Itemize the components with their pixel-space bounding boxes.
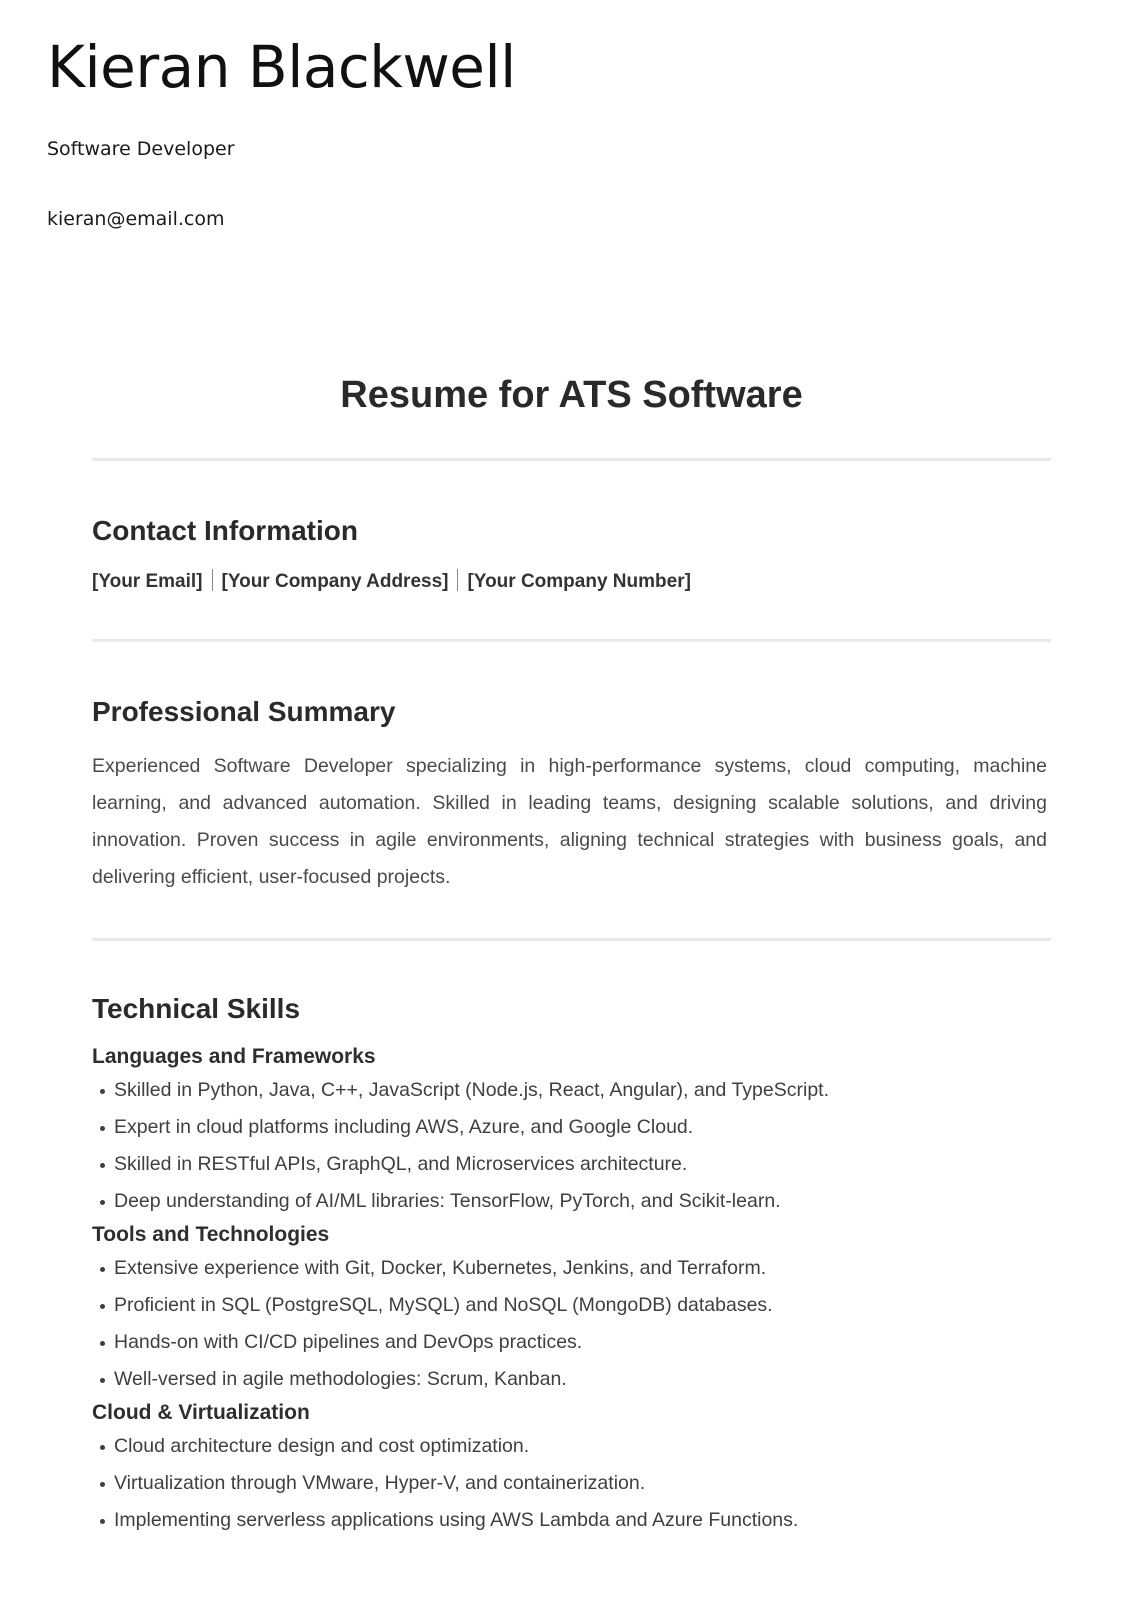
list-item: Skilled in RESTful APIs, GraphQL, and Microservices architecture. [92, 1146, 1051, 1183]
contact-separator [212, 569, 213, 591]
resume-document [92, 370, 1051, 1539]
candidate-name: Kieran Blackwell [47, 33, 516, 101]
summary-heading: Professional Summary [92, 696, 396, 727]
section-divider [92, 458, 1051, 461]
candidate-email: kieran@email.com [47, 208, 225, 230]
list-item: Proficient in SQL (PostgreSQL, MySQL) and NoSQL (MongoDB) databases. [92, 1287, 1051, 1324]
resume-header [47, 22, 516, 230]
contact-heading: Contact Information [92, 515, 358, 546]
skill-group-title: Tools and Technologies [92, 1223, 330, 1246]
list-item: Deep understanding of AI/ML libraries: TensorFlow, PyTorch, and Scikit-learn. [92, 1183, 1051, 1220]
contact-address: [Your Company Address] [221, 571, 449, 592]
list-item: Expert in cloud platforms including AWS, Azure, and Google Cloud. [92, 1109, 1051, 1146]
skill-group-title: Cloud & Virtualization [92, 1401, 310, 1424]
summary-text: Experienced Software Developer specializing in high-performance systems, cloud computing, machine learning, and advanced automation. Skilled in leading teams, designing scalable solutions, and driving innovation. Proven success in agile environments, aligning technical strategies with business goals, and delivering efficient, user-focused projects. [92, 755, 1047, 888]
contact-line [92, 569, 1051, 595]
list-item: Implementing serverless applications using AWS Lambda and Azure Functions. [92, 1502, 1051, 1539]
list-item: Cloud architecture design and cost optimization. [92, 1428, 1051, 1465]
list-item: Skilled in Python, Java, C++, JavaScript (Node.js, React, Angular), and TypeScript. [92, 1072, 1051, 1109]
candidate-role: Software Developer [47, 138, 235, 160]
skill-list [92, 1428, 1051, 1539]
list-item: Virtualization through VMware, Hyper-V, and containerization. [92, 1465, 1051, 1502]
section-divider [92, 938, 1051, 941]
skill-group-title: Languages and Frameworks [92, 1045, 376, 1068]
section-divider [92, 639, 1051, 642]
list-item: Well-versed in agile methodologies: Scrum, Kanban. [92, 1361, 1051, 1398]
skill-list [92, 1072, 1051, 1220]
contact-email: [Your Email] [92, 571, 203, 592]
contact-number: [Your Company Number] [467, 571, 691, 592]
list-item: Extensive experience with Git, Docker, Kubernetes, Jenkins, and Terraform. [92, 1250, 1051, 1287]
contact-separator [457, 569, 458, 591]
list-item: Hands-on with CI/CD pipelines and DevOps practices. [92, 1324, 1051, 1361]
skill-list [92, 1250, 1051, 1398]
skills-heading: Technical Skills [92, 993, 301, 1024]
document-title: Resume for ATS Software [340, 374, 803, 416]
